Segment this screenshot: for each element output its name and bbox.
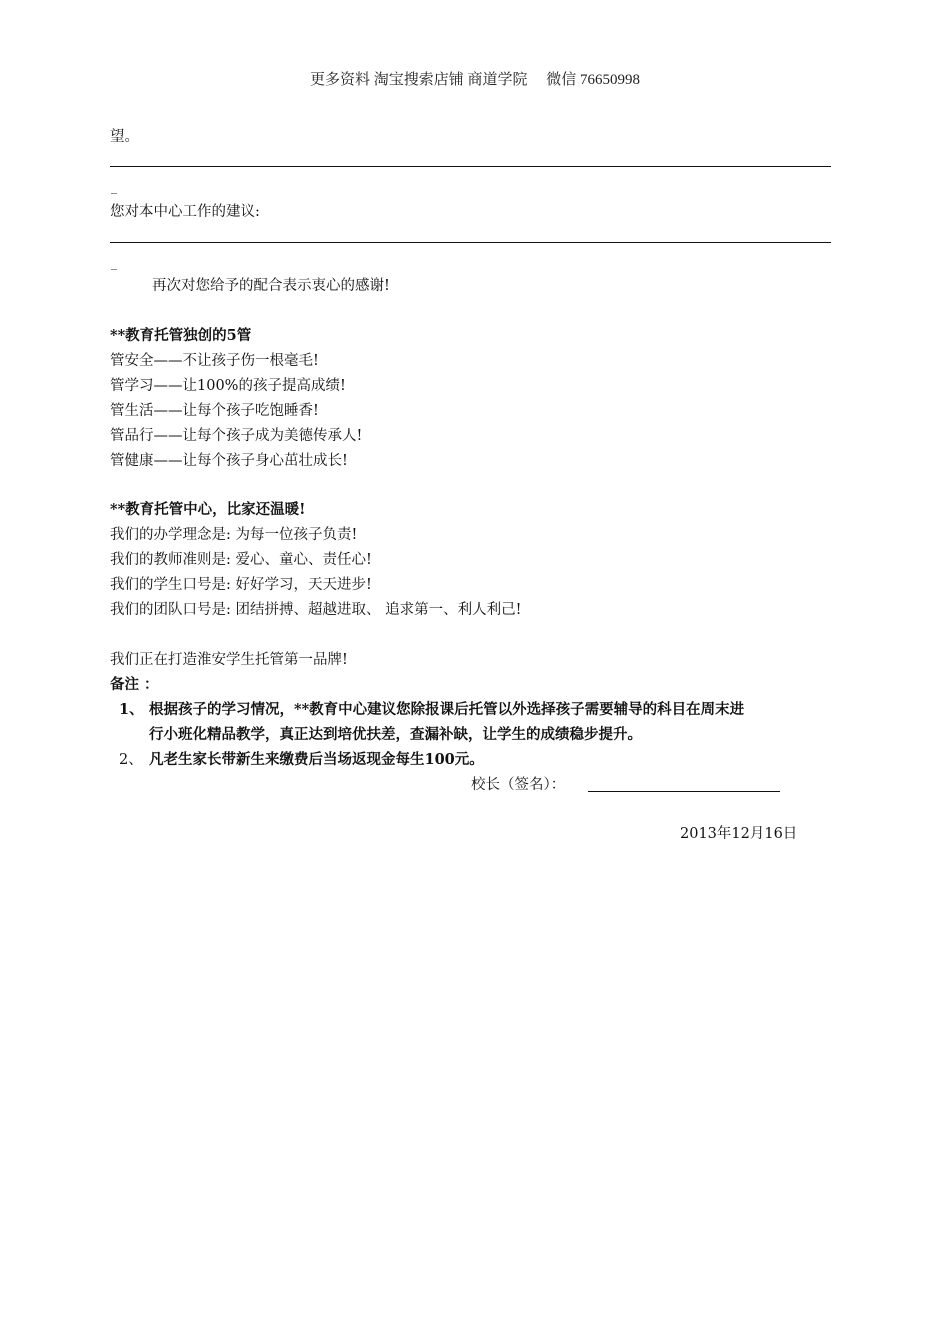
hope-text-tail: 望。 — [110, 129, 139, 145]
note-number: 2、 — [119, 752, 143, 768]
answer-line-1 — [110, 166, 831, 167]
five-manage-item: 管品行——让每个孩子成为美德传承人! — [110, 428, 363, 444]
brand-text: 我们正在打造淮安学生托管第一品牌! — [110, 652, 348, 668]
line-dash-2: _ — [111, 256, 117, 270]
suggestion-label: 您对本中心工作的建议: — [110, 204, 260, 220]
center-item: 我们的办学理念是: 为每一位孩子负责! — [110, 527, 358, 543]
note-number: 1、 — [119, 701, 144, 718]
center-item: 我们的教师准则是: 爱心、童心、责任心! — [110, 552, 372, 568]
center-title: **教育托管中心，比家还温暖! — [110, 501, 306, 518]
signature-line — [588, 791, 780, 792]
note-text: 凡老生家长带新生来缴费后当场返现金每生100元。 — [149, 751, 484, 768]
answer-line-2 — [110, 242, 831, 243]
note-text-continued: 行小班化精品教学，真正达到培优扶差，查漏补缺，让学生的成绩稳步提升。 — [149, 726, 642, 743]
notes-label: 备注 ： — [110, 676, 159, 693]
five-manage-item: 管生活——让每个孩子吃饱睡香! — [110, 403, 319, 419]
five-manage-item: 管健康——让每个孩子身心茁壮成长! — [110, 453, 348, 469]
center-item: 我们的学生口号是: 好好学习，天天进步! — [110, 577, 372, 593]
document-date: 2013年12月16日 — [680, 826, 798, 842]
note-text: 根据孩子的学习情况，**教育中心建议您除报课后托管以外选择孩子需要辅导的科目在周末进 — [149, 701, 745, 718]
five-manage-item: 管安全——不让孩子伤一根毫毛! — [110, 353, 319, 369]
five-manage-item: 管学习——让100%的孩子提高成绩! — [110, 378, 346, 394]
line-dash-1: _ — [111, 180, 117, 194]
page-header: 更多资料 淘宝搜索店铺 商道学院 微信 76650998 — [309, 72, 640, 88]
thanks-text: 再次对您给予的配合表示衷心的感谢! — [152, 278, 390, 294]
five-manage-title: **教育托管独创的5管 — [110, 327, 252, 344]
principal-signature-label: 校长（签名）： — [471, 777, 566, 793]
center-item: 我们的团队口号是: 团结拼搏、超越进取、 追求第一、利人利己! — [110, 602, 522, 618]
